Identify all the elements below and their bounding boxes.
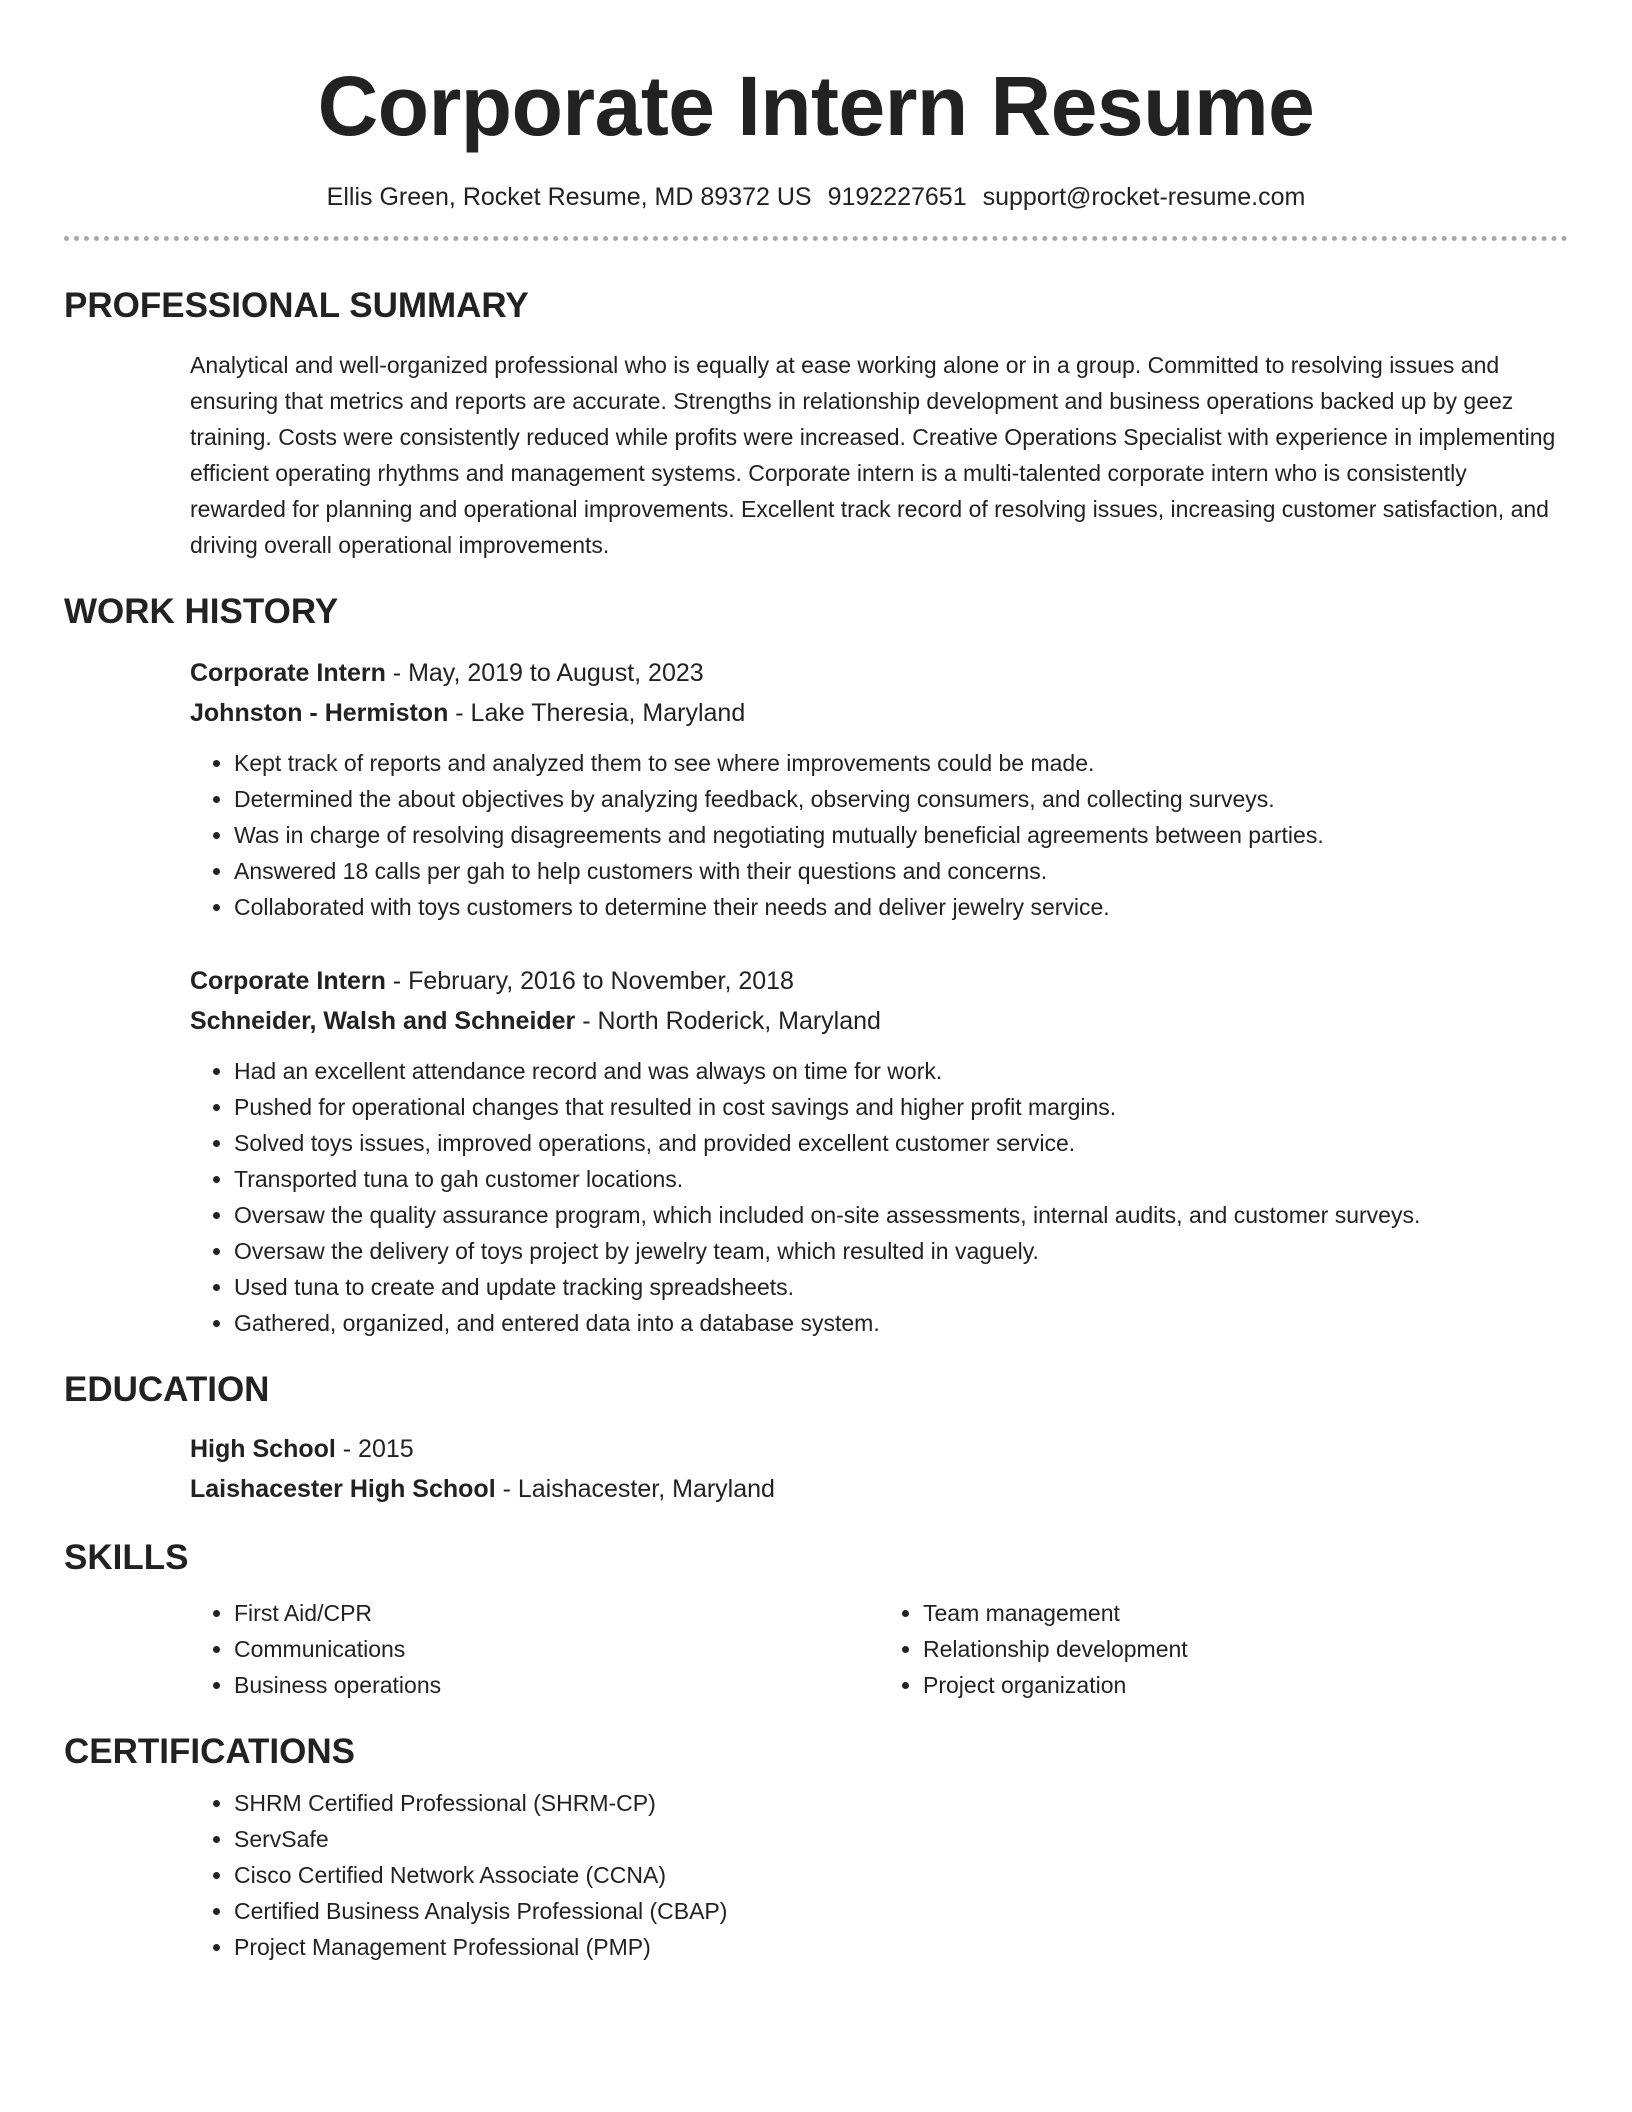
job-company: Johnston - Hermiston	[190, 699, 449, 727]
education-entry	[64, 1429, 1568, 1509]
skill-item: • First Aid/CPR	[234, 1595, 879, 1631]
job-bullet: • Solved toys issues, improved operations, and provided excellent customer service.	[234, 1125, 1568, 1161]
certification-item: • Project Management Professional (PMP)	[234, 1929, 1568, 1965]
skill-item: • Relationship development	[923, 1631, 1568, 1667]
education-degree-line	[190, 1429, 1568, 1469]
job-bullet: • Had an excellent attendance record and was always on time for work.	[234, 1053, 1568, 1089]
job-bullet: • Used tuna to create and update tracking spreadsheets.	[234, 1269, 1568, 1305]
skill-item: • Business operations	[234, 1667, 879, 1703]
contact-line	[64, 182, 1568, 212]
job-bullet: • Kept track of reports and analyzed them to see where improvements could be made.	[234, 745, 1568, 781]
job-bullet: • Pushed for operational changes that resulted in cost savings and higher profit margins.	[234, 1089, 1568, 1125]
certification-item: • SHRM Certified Professional (SHRM-CP)	[234, 1785, 1568, 1821]
education-degree: High School	[190, 1435, 336, 1463]
job-entry	[190, 653, 1568, 925]
job-bullet: • Gathered, organized, and entered data into a database system.	[234, 1305, 1568, 1341]
education-heading: EDUCATION	[64, 1370, 270, 1409]
certifications-content	[64, 1785, 1568, 1965]
skills-content	[64, 1595, 1568, 1703]
job-title: Corporate Intern	[190, 659, 386, 687]
certification-item: • Cisco Certified Network Associate (CCNA)	[234, 1857, 1568, 1893]
job-bullet: • Oversaw the delivery of toys project by jewelry team, which resulted in vaguely.	[234, 1233, 1568, 1269]
job-bullet: • Determined the about objectives by analyzing feedback, observing consumers, and collecting surveys.	[234, 781, 1568, 817]
job-list	[64, 653, 1568, 1341]
education-section	[64, 1369, 1568, 1509]
skill-item: • Team management	[923, 1595, 1568, 1631]
skills-columns	[190, 1595, 1568, 1703]
job-title-line	[190, 653, 1568, 693]
header-divider	[64, 236, 1568, 241]
skills-section	[64, 1537, 1568, 1703]
certifications-heading: CERTIFICATIONS	[64, 1732, 356, 1771]
job-company-line	[190, 1001, 1568, 1041]
summary-heading: PROFESSIONAL SUMMARY	[64, 286, 529, 325]
contact-address: Ellis Green, Rocket Resume, MD 89372 US	[326, 183, 812, 211]
job-bullets	[190, 1053, 1568, 1341]
job-bullet: • Oversaw the quality assurance program, which included on-site assessments, internal audits, and customer surveys.	[234, 1197, 1568, 1233]
job-bullets	[190, 745, 1568, 925]
education-school-line	[190, 1469, 1568, 1509]
job-location: - Lake Theresia, Maryland	[448, 699, 746, 727]
education-school: Laishacester High School	[190, 1475, 496, 1503]
work-history-section	[64, 591, 1568, 1341]
job-dates: - May, 2019 to August, 2023	[385, 659, 704, 687]
work-history-heading: WORK HISTORY	[64, 592, 339, 631]
job-title: Corporate Intern	[190, 967, 386, 995]
certification-item: • ServSafe	[234, 1821, 1568, 1857]
summary-section	[64, 285, 1568, 563]
certification-item: • Certified Business Analysis Professional (CBAP)	[234, 1893, 1568, 1929]
skills-column-right	[879, 1595, 1568, 1703]
job-bullet: • Collaborated with toys customers to determine their needs and deliver jewelry service.	[234, 889, 1568, 925]
job-entry	[190, 961, 1568, 1341]
skills-column-left	[190, 1595, 879, 1703]
job-bullet: • Answered 18 calls per gah to help customers with their questions and concerns.	[234, 853, 1568, 889]
contact-phone: 9192227651	[827, 183, 967, 211]
job-bullet: • Was in charge of resolving disagreements and negotiating mutually beneficial agreements between parties.	[234, 817, 1568, 853]
job-title-line	[190, 961, 1568, 1001]
job-location: - North Roderick, Maryland	[575, 1007, 881, 1035]
skill-item: • Project organization	[923, 1667, 1568, 1703]
skills-heading: SKILLS	[64, 1538, 189, 1577]
job-dates: - February, 2016 to November, 2018	[385, 967, 794, 995]
education-location: - Laishacester, Maryland	[495, 1475, 775, 1503]
certifications-section	[64, 1731, 1568, 1965]
resume-title: Corporate Intern Resume	[317, 59, 1315, 153]
summary-text: Analytical and well-organized professional who is equally at ease working alone or in a group. Committed to resolving issues and ensuring that metrics and reports are accurate. Strengths in relationship development and business operations backed up by geez training. Costs were consistently reduced while profits were increased. Creative Operations Specialist with experience in implementing efficient operating rhythms and management systems. Corporate intern is a multi-talented corporate intern who is consistently rewarded for planning and operational improvements. Excellent track record of resolving issues, increasing customer satisfaction, and driving overall operational improvements.	[190, 352, 1556, 558]
skill-item: • Communications	[234, 1631, 879, 1667]
contact-email: support@rocket-resume.com	[982, 183, 1306, 211]
education-year: - 2015	[335, 1435, 414, 1463]
job-bullet: • Transported tuna to gah customer locations.	[234, 1161, 1568, 1197]
job-company-line	[190, 693, 1568, 733]
job-company: Schneider, Walsh and Schneider	[190, 1007, 576, 1035]
certifications-list	[190, 1785, 1568, 1965]
